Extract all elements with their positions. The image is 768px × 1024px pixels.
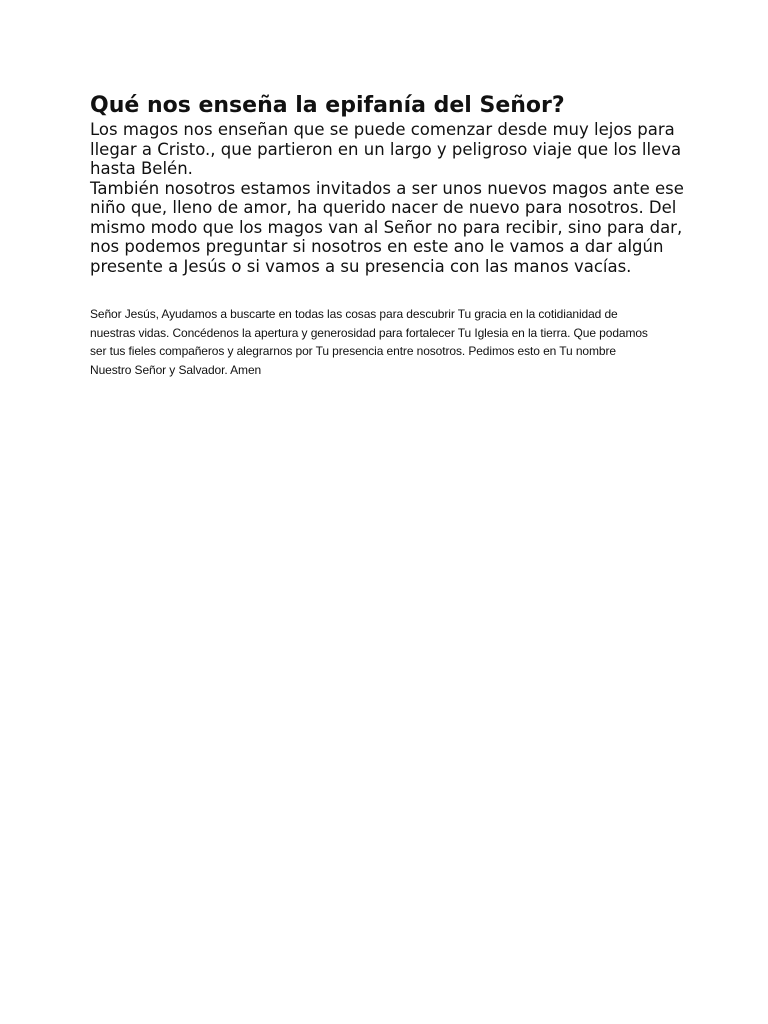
page-title: Qué nos enseña la epifanía del Señor? xyxy=(90,93,565,118)
document-content xyxy=(90,92,690,379)
prayer-paragraph: Señor Jesús, Ayudamos a buscarte en todas las cosas para descubrir Tu gracia en la cotidianidad de nuestras vidas. Concédenos la apertura y generosidad para fortalecer Tu Iglesia en la tierra. Que podamos ser tus fieles compañeros y alegrarnos por Tu presencia entre nosotros. Pedimos esto en Tu nombre Nuestro Señor y Salvador. Amen xyxy=(90,307,648,377)
body-paragraph: Los magos nos enseñan que se puede comenzar desde muy lejos para llegar a Cristo., que partieron en un largo y peligroso viaje que los lleva hasta Belén. También nosotros estamos invitados a ser unos nuevos magos ante ese niño que, lleno de amor, ha querido nacer de nuevo para nosotros. Del mismo modo que los magos van al Señor no para recibir, sino para dar, nos podemos preguntar si nosotros en este ano le vamos a dar algún presente a Jesús o si vamos a su presencia con las manos vacías. xyxy=(90,120,684,276)
